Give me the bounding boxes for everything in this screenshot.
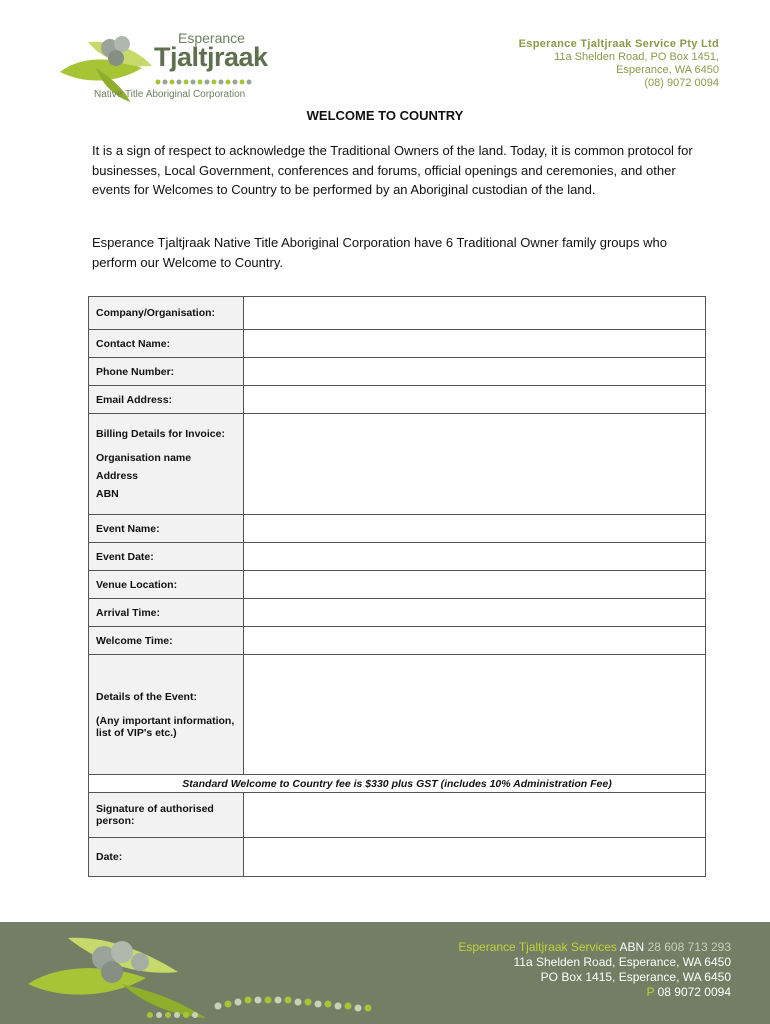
billing-organisation-name: Organisation name [96,452,192,464]
signature-label: Signature of authorised person: [89,793,244,838]
fee-notice: Standard Welcome to Country fee is $330 plus GST (includes 10% Administration Fee) [89,775,706,793]
arrival-time-label: Arrival Time: [89,599,244,627]
date-label: Date: [89,838,244,877]
company-label: Company/Organisation: [89,297,244,330]
venue-location-field[interactable] [244,571,706,599]
logo-top-text: Esperance [178,30,245,46]
billing-address: Address [96,470,139,482]
page-title: WELCOME TO COUNTRY [306,108,464,123]
form-row-billing [89,414,706,515]
family-groups-paragraph: Esperance Tjaltjraak Native Title Aboriginal Corporation have 6 Traditional Owner family groups who perform our Welcome to Country. [92,235,667,270]
company-field[interactable] [244,297,706,330]
billing-details-title: Billing Details for Invoice: [96,428,225,440]
event-name-field[interactable] [244,515,706,543]
leaf-logo-icon [28,932,378,1022]
form-row-event-name [89,515,706,543]
email-address-label: Email Address: [89,386,244,414]
footer-company-line [458,940,731,955]
intro-paragraph: It is a sign of respect to acknowledge the Traditional Owners of the land. Today, it is common protocol for businesses, Local Government, conferences and forums, official openings and ceremonies, and other events for Welcomes to Country to be performed by an Aboriginal custodian of the land. [92,143,693,197]
footer-phone-line [458,985,731,1000]
header-phone: (08) 9072 0094 [644,77,719,89]
footer-abn: 28 608 713 293 [647,940,731,954]
header-address-line1: 11a Shelden Road, PO Box 1451, [554,51,719,63]
form-row-phone [89,358,706,386]
form-row-signature [89,793,706,838]
form-row-welcome [89,627,706,655]
header-address [519,38,719,90]
welcome-time-label: Welcome Time: [89,627,244,655]
date-field[interactable] [244,838,706,877]
event-details-label [89,655,244,775]
arrival-time-field[interactable] [244,599,706,627]
event-date-label: Event Date: [89,543,244,571]
phone-number-field[interactable] [244,358,706,386]
form-row-company [89,297,706,330]
header-address-line2: Esperance, WA 6450 [616,64,719,76]
footer-phone: 08 9072 0094 [657,985,731,999]
form-row-venue [89,571,706,599]
footer-abn-label: ABN [619,940,645,954]
phone-number-label: Phone Number: [89,358,244,386]
footer-address-line2: PO Box 1415, Esperance, WA 6450 [540,970,731,984]
logo-main-text: Tjaltjraak [154,42,268,72]
billing-details-field[interactable] [244,414,706,515]
header-company: Esperance Tjaltjraak Service Pty Ltd [518,38,719,50]
footer-phone-label: P [646,985,655,999]
logo [58,28,268,104]
booking-form [88,296,706,877]
billing-abn: ABN [96,488,119,500]
footer-company: Esperance Tjaltjraak Services [458,940,617,954]
footer-address [458,940,731,1000]
form-row-fee [89,775,706,793]
signature-field[interactable] [244,793,706,838]
logo-subtitle: Native Title Aboriginal Corporation [94,89,246,100]
event-details-field[interactable] [244,655,706,775]
email-address-field[interactable] [244,386,706,414]
form-row-email [89,386,706,414]
contact-name-label: Contact Name: [89,330,244,358]
form-row-date [89,838,706,877]
form-row-arrival [89,599,706,627]
venue-location-label: Venue Location: [89,571,244,599]
form-row-details [89,655,706,775]
form-row-contact [89,330,706,358]
form-row-event-date [89,543,706,571]
contact-name-field[interactable] [244,330,706,358]
footer-address-line1: 11a Shelden Road, Esperance, WA 6450 [513,955,731,969]
welcome-time-field[interactable] [244,627,706,655]
event-details-title: Details of the Event: [96,690,197,703]
footer [0,922,770,1024]
event-name-label: Event Name: [89,515,244,543]
event-details-note: (Any important information, list of VIP's etc.) [96,714,235,739]
event-date-field[interactable] [244,543,706,571]
billing-details-label [89,414,244,515]
